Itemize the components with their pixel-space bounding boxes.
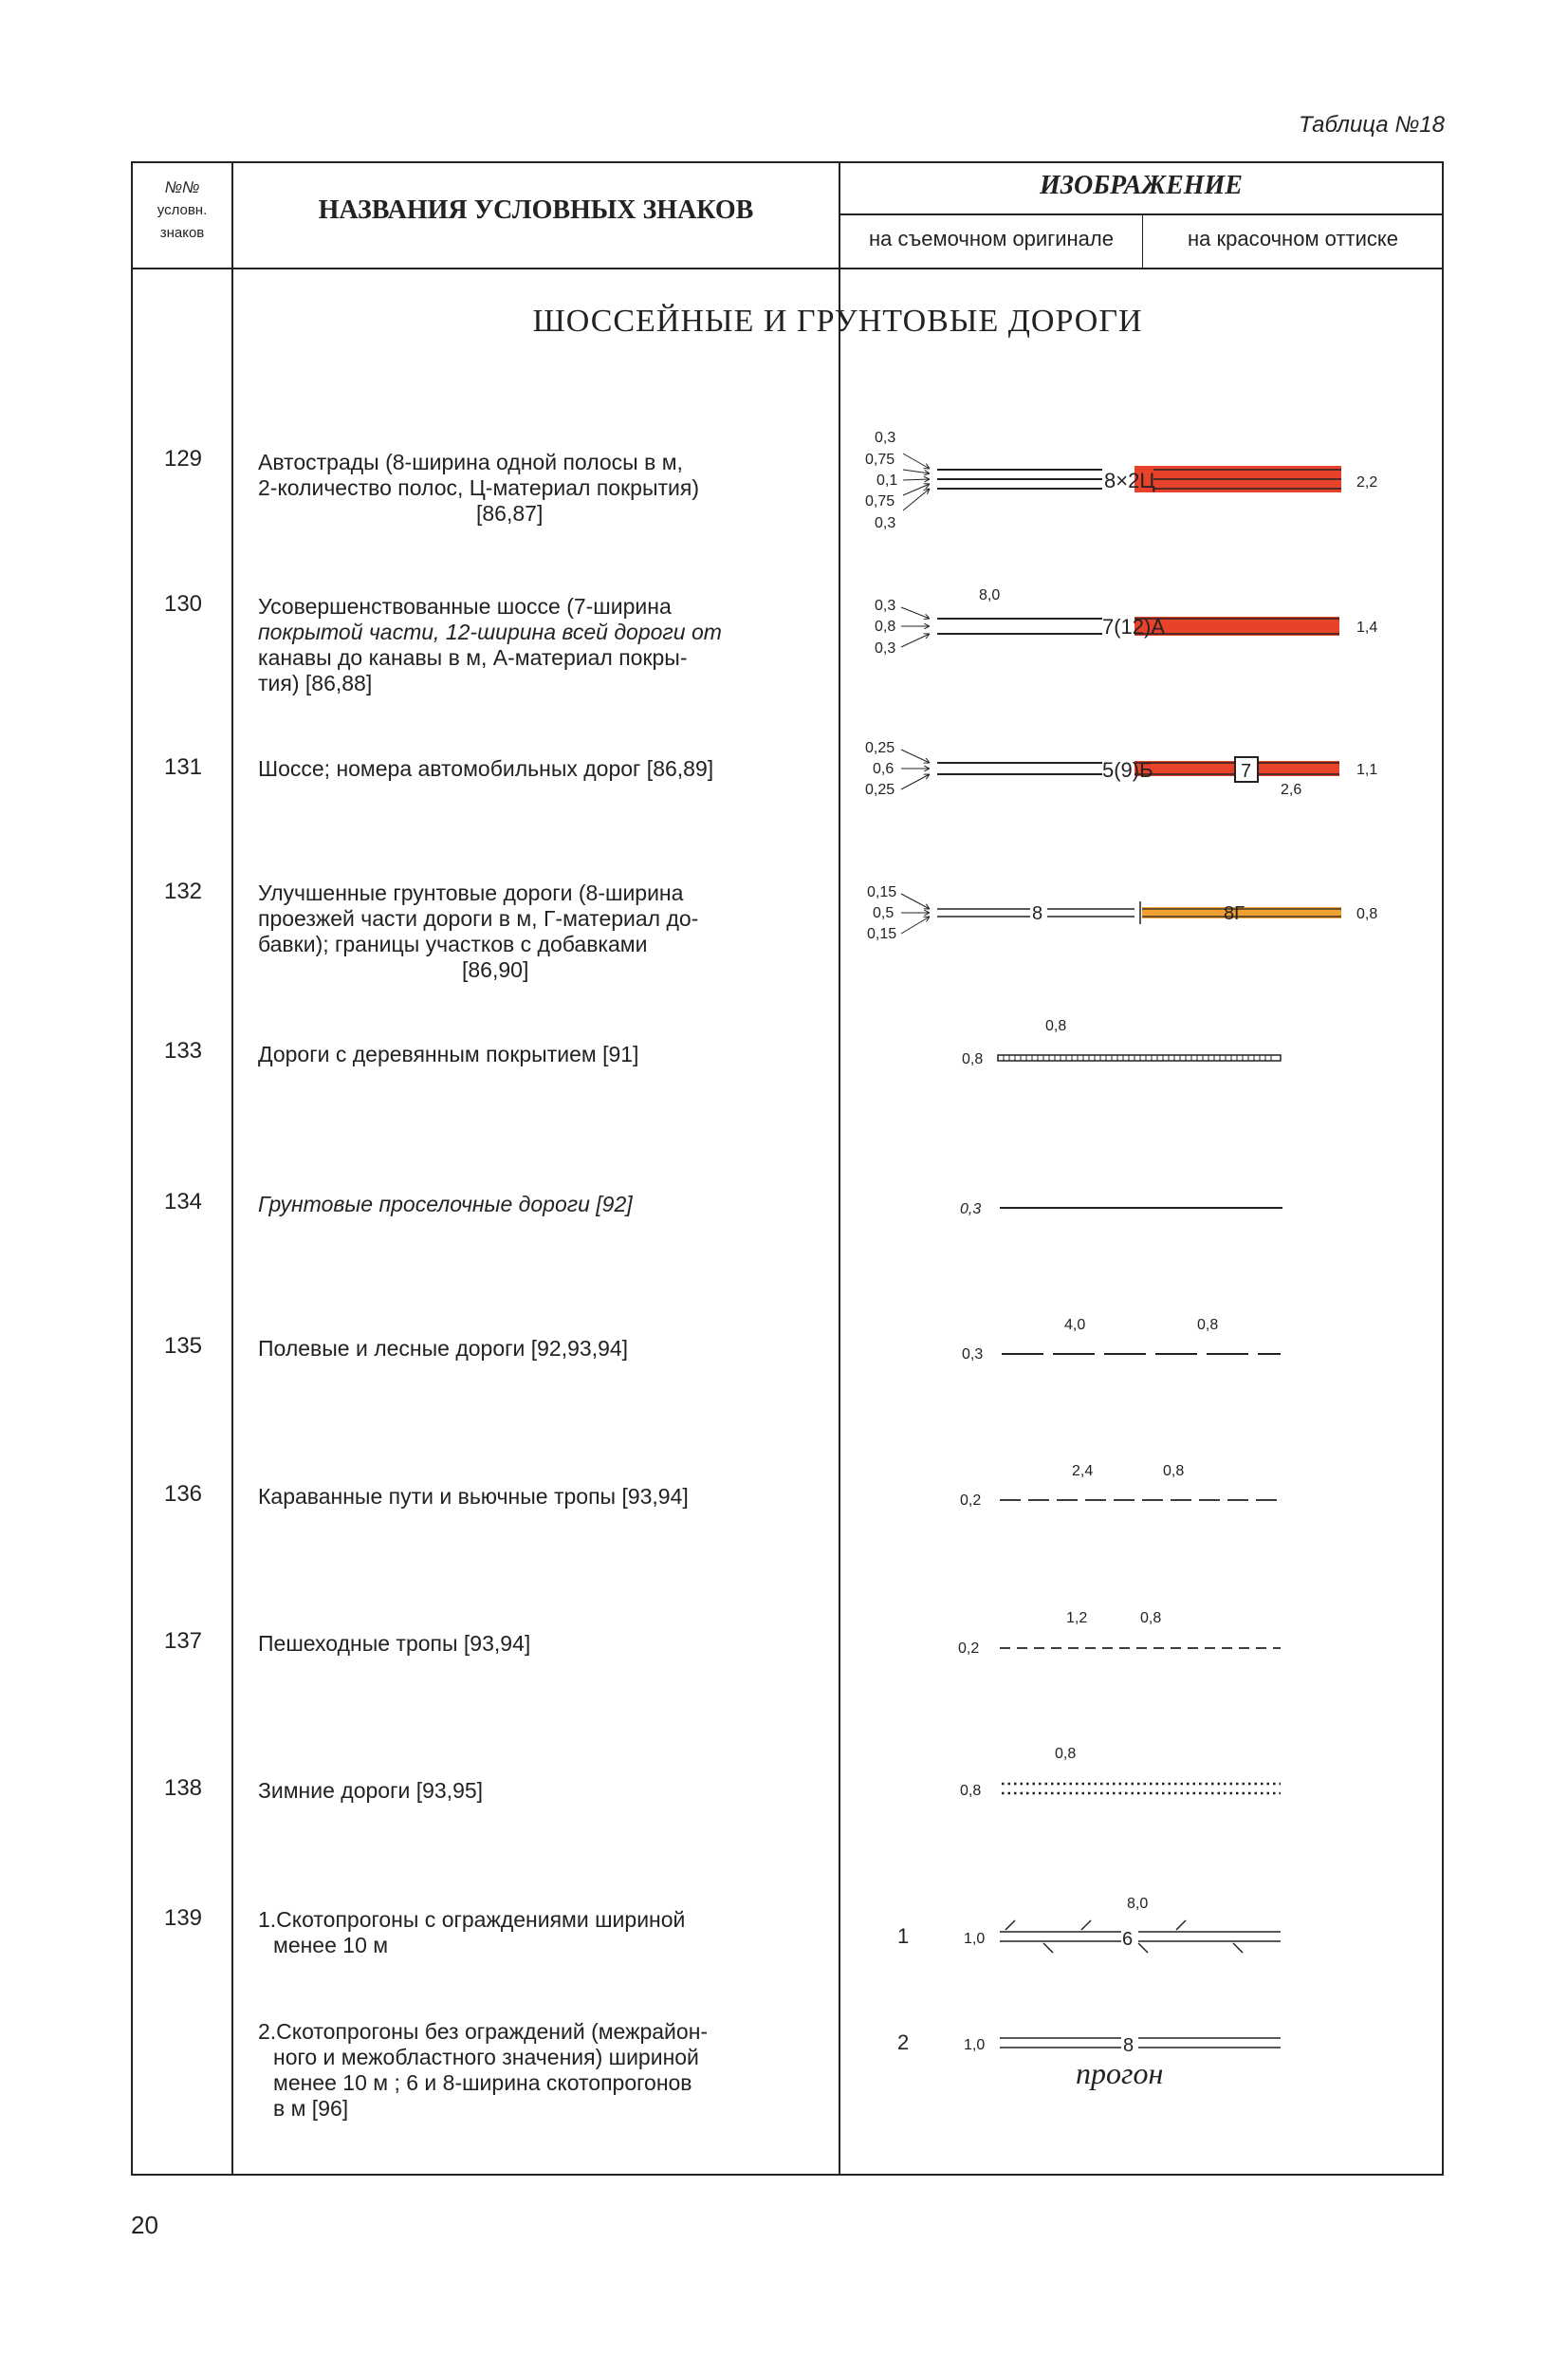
dim-129-1: 0,75 <box>865 452 895 468</box>
symbol-131 <box>865 740 1377 798</box>
word-139-2: прогон <box>1076 2056 1164 2090</box>
symbol-139-1 <box>897 1896 1281 1953</box>
label-130: 7(12)А <box>1102 615 1166 639</box>
top2-135: 0,8 <box>1197 1317 1219 1333</box>
row-name-132: Улучшенные грунтовые дороги (8-ширина проезжей части дороги в м, Г-материал до- бавки); границы участков с добавками [86,90] <box>258 880 699 982</box>
row-num-139: 139 <box>163 1905 203 1931</box>
row-num-131: 131 <box>163 754 203 780</box>
right-131: 1,1 <box>1356 762 1378 778</box>
label-131: 5(9)Б <box>1102 758 1153 782</box>
left-133: 0,8 <box>962 1051 984 1067</box>
symbol-130 <box>875 587 1377 657</box>
row-num-129: 129 <box>163 446 203 472</box>
symbol-134 <box>960 1201 1282 1217</box>
row-name-133: Дороги с деревянным покрытием [91] <box>258 1042 639 1066</box>
header-num-col: №№ условн. знаков <box>157 178 208 241</box>
symbol-136 <box>960 1463 1281 1509</box>
right-129: 2,2 <box>1356 474 1378 491</box>
top2-137: 0,8 <box>1140 1610 1162 1626</box>
header-sub-print: на красочном оттиске <box>1188 227 1398 250</box>
row-num-138: 138 <box>163 1775 203 1801</box>
dim-129-0: 0,3 <box>875 430 896 446</box>
header-name-col: НАЗВАНИЯ УСЛОВНЫХ ЗНАКОВ <box>318 195 754 225</box>
row-name-130: Усовершенствованные шоссе (7-ширина покрытой части, 12-ширина всей дороги от канавы до канавы в м, А-материал покры- тия) [86,88] <box>258 594 722 695</box>
symbol-138 <box>960 1746 1281 1799</box>
dim-132-0: 0,15 <box>867 884 897 900</box>
dim-129-2: 0,1 <box>876 473 898 489</box>
left-138: 0,8 <box>960 1783 982 1799</box>
section-title: ШОССЕЙНЫЕ И ГРУНТОВЫЕ ДОРОГИ <box>532 304 1143 339</box>
top2-136: 0,8 <box>1163 1463 1185 1479</box>
idx-139-1: 1 <box>897 1924 910 1948</box>
table-label: Таблица №18 <box>1298 112 1445 138</box>
top-139-1: 8,0 <box>1127 1896 1149 1912</box>
dim-129-3: 0,75 <box>865 493 895 510</box>
symbol-133 <box>962 1018 1281 1067</box>
label-139-1: 6 <box>1122 1929 1134 1950</box>
symbol-137 <box>958 1610 1281 1657</box>
left-139-1: 1,0 <box>964 1931 986 1947</box>
dim-131-0: 0,25 <box>865 740 895 756</box>
page-number: 20 <box>131 2211 158 2239</box>
row-name-139-item1: 1.Скотопрогоны с ограждениями шириной менее 10 м <box>258 1907 686 1957</box>
dim-130-2: 0,3 <box>875 640 896 657</box>
left-134: 0,3 <box>960 1201 982 1217</box>
symbol-129 <box>865 430 1377 531</box>
top-136: 2,4 <box>1072 1463 1094 1479</box>
sub-131: 2,6 <box>1281 782 1302 798</box>
dim-131-1: 0,6 <box>873 761 895 777</box>
left-139-2: 1,0 <box>964 2037 986 2053</box>
label2-132: 8Г <box>1224 903 1245 924</box>
label-132: 8 <box>1032 903 1043 924</box>
symbol-135 <box>962 1317 1281 1362</box>
row-name-137: Пешеходные тропы [93,94] <box>258 1631 531 1656</box>
dim-132-1: 0,5 <box>873 905 895 921</box>
row-num-133: 133 <box>163 1038 203 1064</box>
row-num-137: 137 <box>163 1628 203 1654</box>
dim-132-2: 0,15 <box>867 926 897 942</box>
dim-130-1: 0,8 <box>875 619 896 635</box>
right-130: 1,4 <box>1356 620 1378 636</box>
symbol-139-2 <box>897 2030 1281 2090</box>
row-name-129: Автострады (8-ширина одной полосы в м, 2-количество полос, Ц-материал покрытия) [86,87] <box>258 450 699 526</box>
left-137: 0,2 <box>958 1640 980 1657</box>
row-name-135: Полевые и лесные дороги [92,93,94] <box>258 1336 629 1361</box>
row-name-138: Зимние дороги [93,95] <box>258 1778 484 1803</box>
idx-139-2: 2 <box>897 2030 910 2054</box>
symbol-132 <box>867 884 1377 942</box>
top-135: 4,0 <box>1064 1317 1086 1333</box>
top-133: 0,8 <box>1045 1018 1067 1034</box>
row-num-130: 130 <box>163 591 203 617</box>
left-136: 0,2 <box>960 1492 982 1509</box>
dim-129-4: 0,3 <box>875 515 896 531</box>
row-num-135: 135 <box>163 1333 203 1359</box>
row-name-134: Грунтовые проселочные дороги [92] <box>258 1192 633 1216</box>
row-num-134: 134 <box>163 1189 203 1214</box>
row-num-132: 132 <box>163 879 203 904</box>
label-129: 8×2Ц <box>1104 469 1155 492</box>
right-132: 0,8 <box>1356 906 1378 922</box>
top-138: 0,8 <box>1055 1746 1077 1762</box>
left-135: 0,3 <box>962 1346 984 1362</box>
dim-131-2: 0,25 <box>865 782 895 798</box>
row-name-131: Шоссе; номера автомобильных дорог [86,89] <box>258 756 714 781</box>
row-num-136: 136 <box>163 1481 203 1507</box>
top-130: 8,0 <box>979 587 1001 603</box>
box-131: 7 <box>1241 761 1252 782</box>
dim-130-0: 0,3 <box>875 598 896 614</box>
top-137: 1,2 <box>1066 1610 1088 1626</box>
row-name-139-item2: 2.Скотопрогоны без ограждений (межрайон- ного и межобластного значения) шириной менее 10 м ; 6 и 8-ширина скотопрогонов в м [96] <box>258 2019 709 2121</box>
row-name-136: Караванные пути и вьючные тропы [93,94] <box>258 1484 689 1509</box>
header-image-col: ИЗОБРАЖЕНИЕ <box>1040 171 1243 200</box>
header-sub-original: на съемочном оригинале <box>869 227 1114 250</box>
label-139-2: 8 <box>1123 2035 1134 2056</box>
